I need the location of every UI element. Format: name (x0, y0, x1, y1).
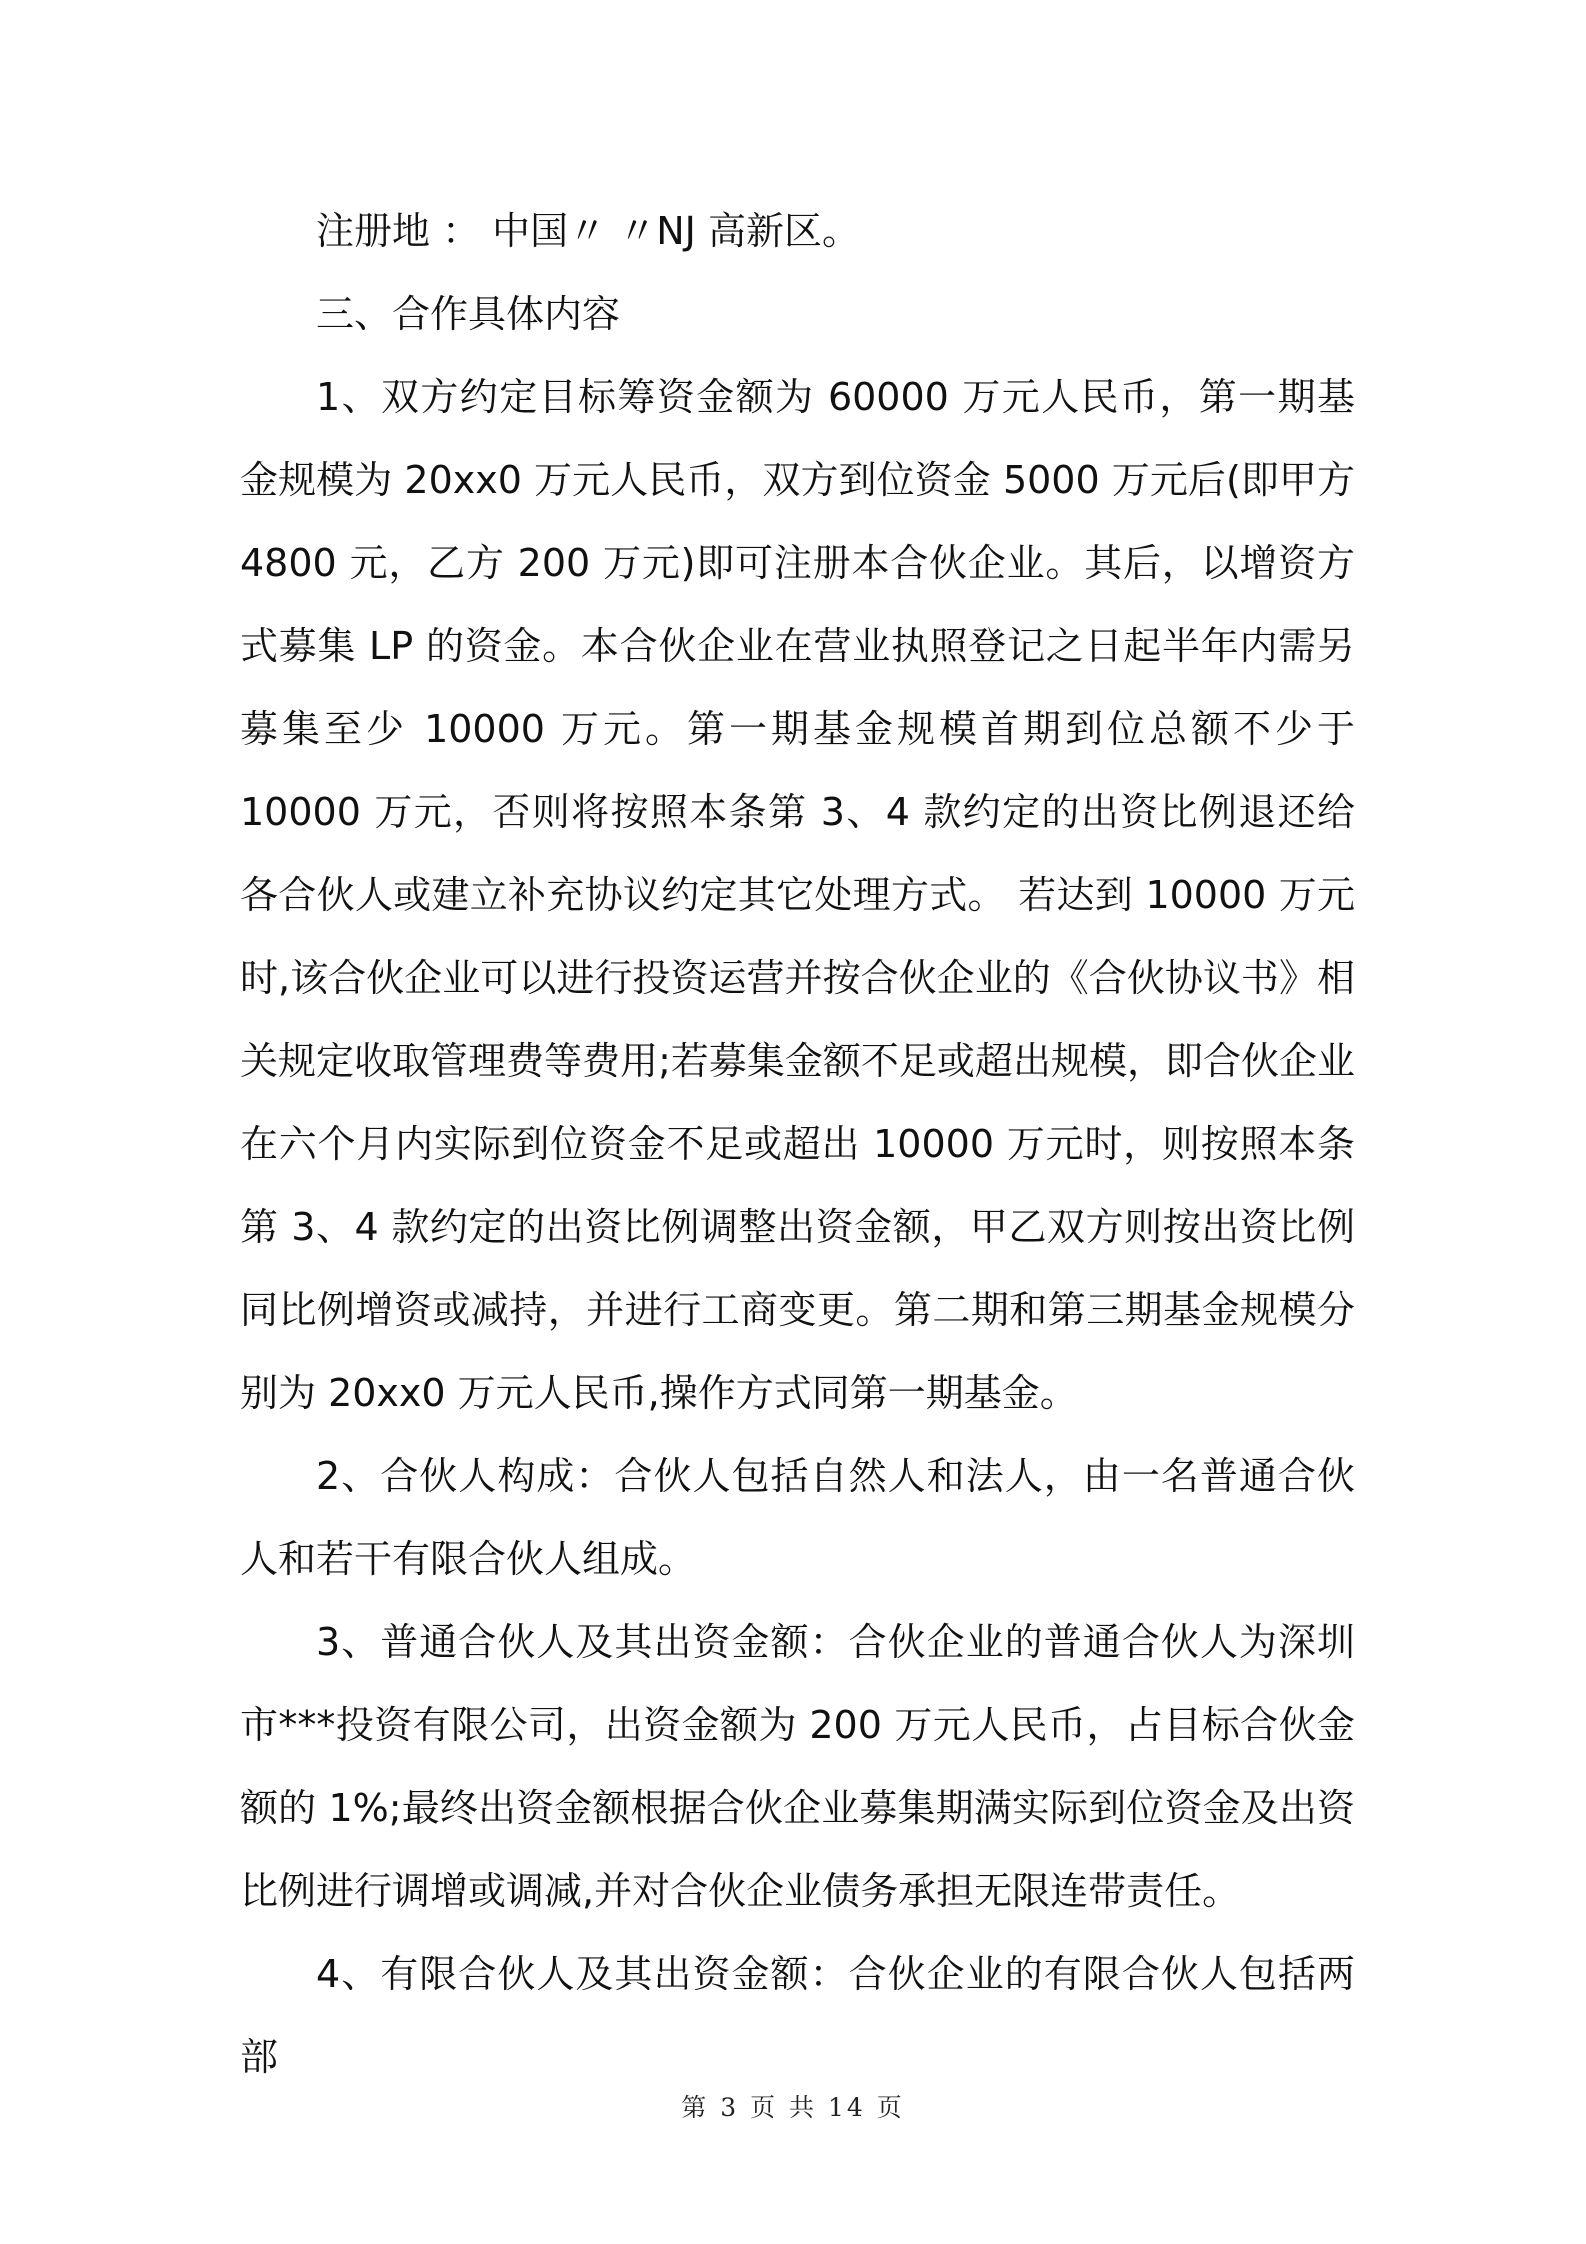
document-body (240, 190, 1355, 2099)
paragraph-item-1: 1、双方约定目标筹资金额为 60000 万元人民币，第一期基金规模为 20xx0 万元人民币，双方到位资金 5000 万元后(即甲方 4800 元，乙方 200 万元)即可注册本合伙企业。其后，以增资方式募集 LP 的资金。本合伙企业在营业执照登记之日起半年内需另募集至少 10000 万元。第一期基金规模首期到位总额不少于 10000 万元，否则将按照本条第 3、4 款约定的出资比例退还给各合伙人或建立补充协议约定其它处理方式。 若达到 10000 万元时,该合伙企业可以进行投资运营并按合伙企业的《合伙协议书》相关规定收取管理费等费用;若募集金额不足或超出规模，即合伙企业在六个月内实际到位资金不足或超出 10000 万元时，则按照本条第 3、4 款约定的出资比例调整出资金额，甲乙双方则按出资比例同比例增资或减持，并进行工商变更。第二期和第三期基金规模分别为 20xx0 万元人民币,操作方式同第一期基金。 (240, 375, 1355, 1415)
page-number-footer: 第 3 页 共 14 页 (681, 2093, 905, 2122)
paragraph-item-3: 3、普通合伙人及其出资金额：合伙企业的普通合伙人为深圳市***投资有限公司，出资金额为 200 万元人民币，占目标合伙金额的 1%;最终出资金额根据合伙企业募集期满实际到位资金及出资比例进行调增或调减,并对合伙企业债务承担无限连带责任。 (240, 1620, 1355, 1913)
paragraph-item-4: 4、有限合伙人及其出资金额：合伙企业的有限合伙人包括两部 (240, 1952, 1355, 2079)
registered-address-line: 注册地 ： 中国〃 〃NJ 高新区。 (316, 209, 860, 253)
paragraph-item-2: 2、合伙人构成：合伙人包括自然人和法人，由一名普通合伙人和若干有限合伙人组成。 (240, 1454, 1355, 1581)
section-heading: 三、合作具体内容 (316, 292, 621, 336)
